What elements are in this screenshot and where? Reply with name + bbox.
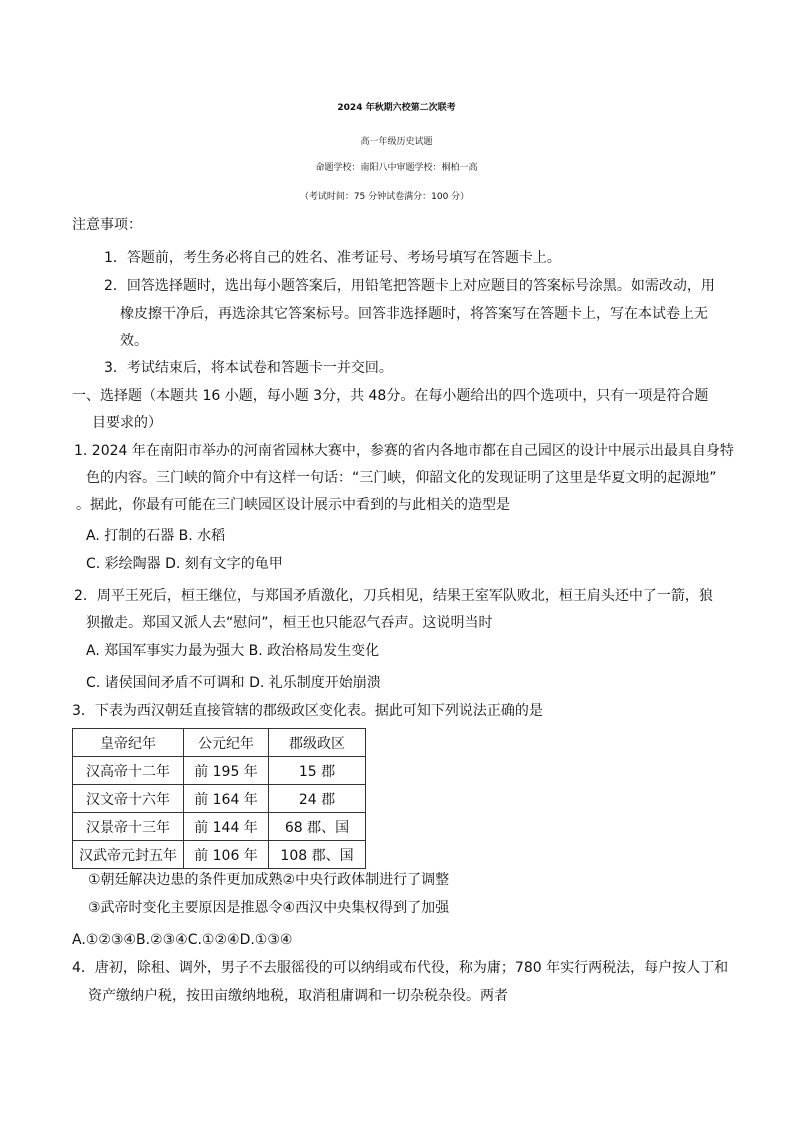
table-cell: 汉文帝十六年 — [73, 785, 184, 813]
table-row — [73, 757, 366, 785]
q3-statements-line-2: ③武帝时变化主要原因是推恩令④西汉中央集权得到了加强 — [88, 900, 450, 916]
table-header-row — [73, 729, 366, 757]
table-header-cell: 郡级政区 — [269, 729, 366, 757]
table-cell: 24 郡 — [269, 785, 366, 813]
table-cell: 15 郡 — [269, 757, 366, 785]
q1-options-cd: C. 彩绘陶器 D. 刻有文字的龟甲 — [86, 556, 283, 572]
q3-options: A.①②③④B.②③④C.①②④D.①③④ — [72, 932, 293, 948]
section-1-heading-cont: 目要求的） — [92, 415, 162, 431]
section-1-heading: 一、选择题（本题共 16 小题，每小题 3分，共 48分。在每小题给出的四个选项中，只有一项是符合题 — [72, 388, 709, 404]
table-cell: 68 郡、国 — [269, 813, 366, 841]
table-cell: 前 106 年 — [184, 841, 269, 869]
exam-info: （考试时间：75 分钟试卷满分：100 分） — [299, 192, 470, 202]
q2-stem-line-1: 2．周平王死后，桓王继位，与郑国矛盾激化，刀兵相见，结果王室军队败北，桓王肩头还中了一箭，狼 — [74, 588, 713, 604]
q3-statements-line-1: ①朝廷解决边患的条件更加成熟②中央行政体制进行了调整 — [88, 872, 450, 888]
q1-stem-line-1: 1. 2024 年在南阳市举办的河南省园林大赛中，参赛的省内各地市都在自己园区的设计中展示出最具自身特 — [74, 443, 734, 459]
notice-item-1: 1．答题前，考生务必将自己的姓名、准考证号、考场号填写在答题卡上。 — [104, 250, 561, 266]
q2-options-ab: A. 郑国军事实力最为强大 B. 政治格局发生变化 — [86, 643, 380, 659]
q4-stem-line-2: 资产缴纳户税，按田亩缴纳地税，取消租庸调和一切杂税杂役。两者 — [88, 988, 508, 1004]
q2-options-cd: C. 诸侯国间矛盾不可调和 D. 礼乐制度开始崩溃 — [86, 675, 381, 691]
table-cell: 前 164 年 — [184, 785, 269, 813]
q1-options-ab: A. 打制的石器 B. 水稻 — [86, 528, 226, 544]
notice-heading: 注意事项： — [72, 217, 142, 233]
table-row — [73, 841, 366, 869]
table-cell: 汉高帝十二年 — [73, 757, 184, 785]
table-row — [73, 813, 366, 841]
table-cell: 汉武帝元封五年 — [73, 841, 184, 869]
exam-title: 2024 年秋期六校第二次联考 — [337, 103, 456, 113]
notice-item-2-line-2: 橡皮擦干净后，再选涂其它答案标号。回答非选择题时，将答案写在答题卡上，写在本试卷上无 — [120, 306, 708, 322]
q1-stem-line-3: 。据此，你最有可能在三门峡园区设计展示中看到的与此相关的造型是 — [76, 497, 510, 513]
notice-item-2-line-3: 效。 — [120, 333, 148, 349]
table-cell: 108 郡、国 — [269, 841, 366, 869]
exam-subtitle: 高一年级历史试题 — [360, 137, 433, 147]
notice-item-2-line-1: 2．回答选择题时，选出每小题答案后，用铅笔把答题卡上对应题目的答案标号涂黑。如需改动，用 — [104, 278, 715, 294]
exam-schools: 命题学校：南阳八中审题学校：桐柏一高 — [315, 163, 478, 173]
q4-stem-line-1: 4．唐初，除租、调外，男子不去服徭役的可以纳绢或布代役，称为庸；780 年实行两税法，每户按人丁和 — [72, 960, 729, 976]
notice-item-3: 3．考试结束后，将本试卷和答题卡一并交回。 — [104, 360, 393, 376]
table-header-cell: 公元纪年 — [184, 729, 269, 757]
table-row — [73, 785, 366, 813]
table-header-cell: 皇帝纪年 — [73, 729, 184, 757]
q3-stem: 3．下表为西汉朝廷直接管辖的郡级政区变化表。据此可知下列说法正确的是 — [72, 703, 543, 719]
table-cell: 汉景帝十三年 — [73, 813, 184, 841]
table-cell: 前 195 年 — [184, 757, 269, 785]
table-cell: 前 144 年 — [184, 813, 269, 841]
q1-stem-line-2: 色的内容。三门峡的简介中有这样一句话：“三门峡，仰韶文化的发现证明了这里是华夏文明的起源地” — [86, 470, 717, 486]
q2-stem-line-2: 狈撤走。郑国又派人去“慰问”，桓王也只能忍气吞声。这说明当时 — [86, 615, 493, 631]
prefecture-table — [72, 728, 366, 869]
